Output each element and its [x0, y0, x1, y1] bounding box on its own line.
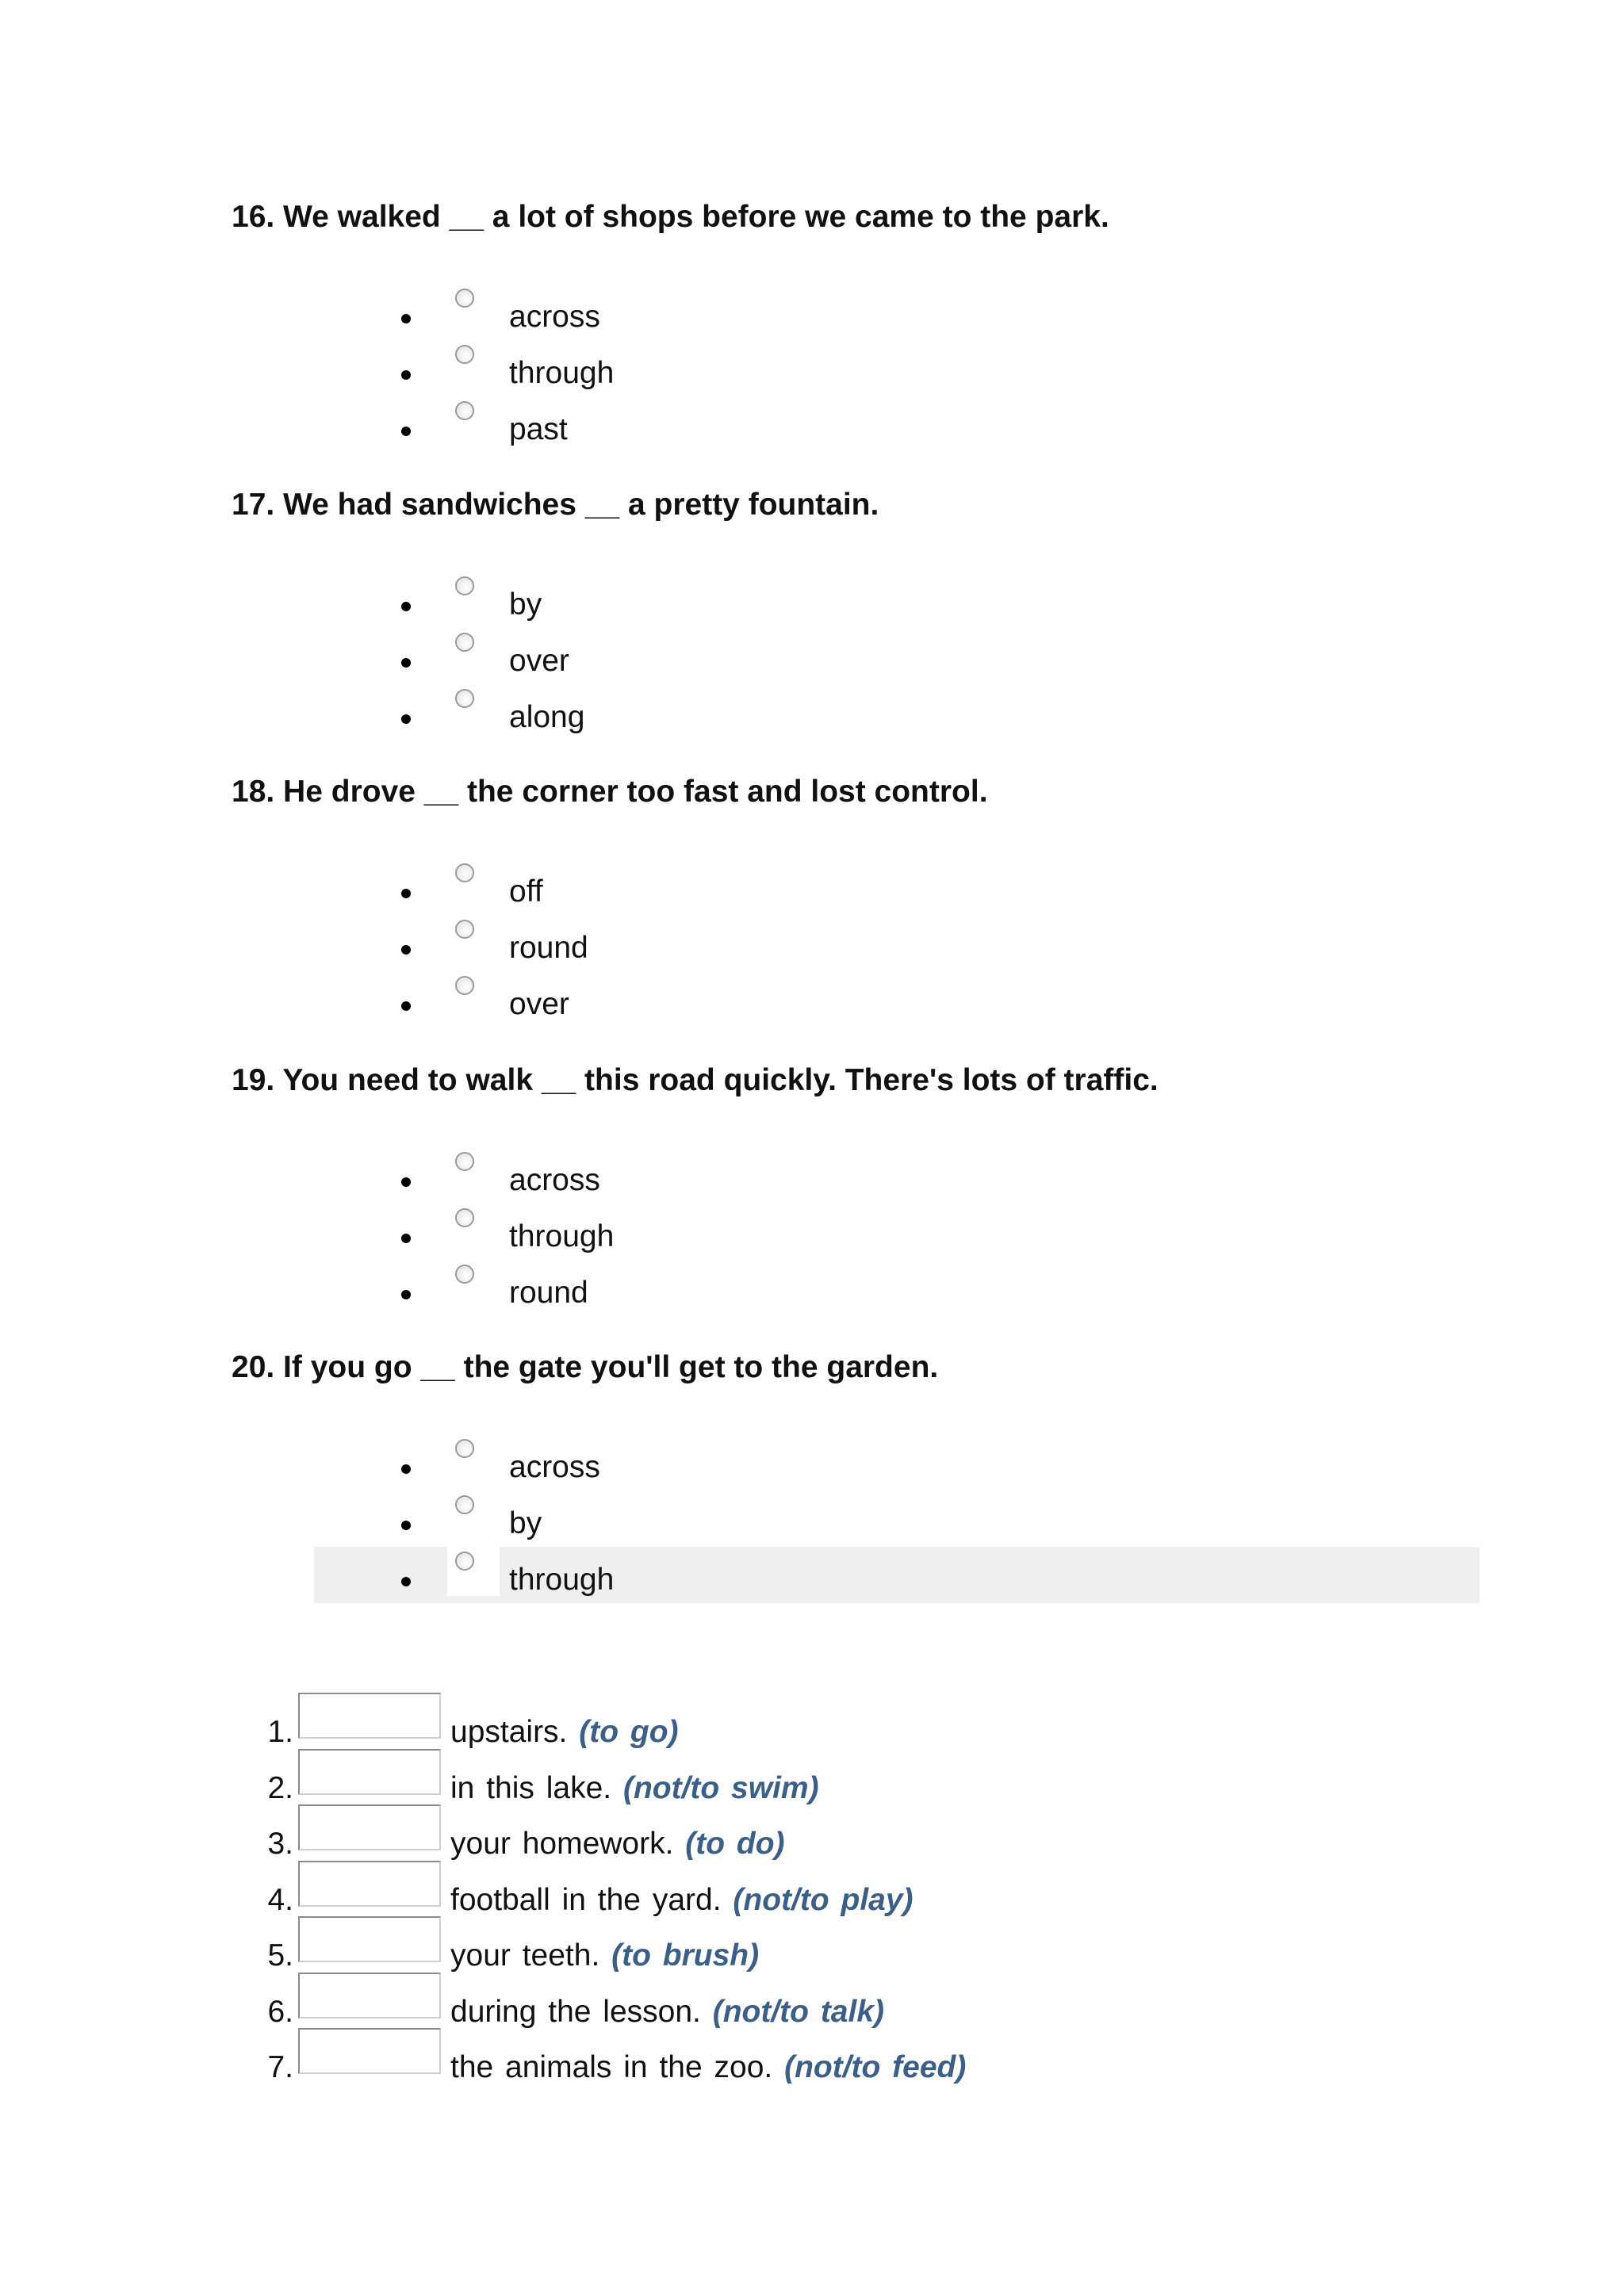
radio-cell: [447, 1547, 500, 1596]
question-text: 18. He drove __ the corner too fast and lost control.: [232, 775, 988, 809]
option-label: by: [509, 587, 542, 622]
bullet-icon: [401, 427, 411, 436]
radio-button[interactable]: [455, 576, 474, 595]
bullet-icon: [401, 1234, 411, 1243]
sentence-rest: during the lesson.: [450, 1994, 701, 2029]
sentence-text: [450, 1825, 785, 1863]
radio-button[interactable]: [455, 633, 474, 652]
radio-button[interactable]: [455, 863, 474, 882]
fill-in-item: [238, 2028, 1348, 2084]
verb-hint: (to brush): [611, 1938, 760, 1973]
answer-input[interactable]: [298, 2028, 441, 2074]
bullet-icon: [401, 602, 411, 611]
question-text: 19. You need to walk __ this road quickly. There's lots of traffic.: [232, 1063, 1159, 1097]
option-label: along: [509, 700, 585, 734]
option-list: [232, 859, 1500, 1027]
radio-button[interactable]: [455, 1439, 474, 1458]
question-17: [232, 486, 1500, 734]
answer-input[interactable]: [298, 1861, 441, 1907]
option-label: through: [509, 1563, 615, 1597]
bullet-icon: [401, 370, 411, 380]
option-item[interactable]: [314, 1203, 1480, 1260]
option-label: across: [509, 1163, 600, 1197]
option-item[interactable]: [314, 971, 1480, 1027]
item-number: 7.: [267, 2050, 293, 2084]
option-label: past: [509, 412, 568, 446]
option-item[interactable]: [314, 1147, 1480, 1203]
radio-button[interactable]: [455, 920, 474, 939]
option-item[interactable]: [314, 1260, 1480, 1316]
option-label: over: [509, 987, 569, 1021]
item-number: 6.: [267, 1994, 293, 2029]
verb-hint: (not/to feed): [784, 2050, 967, 2084]
option-item-hovered[interactable]: [314, 1547, 1480, 1603]
radio-button[interactable]: [455, 1495, 474, 1514]
sentence-rest: the animals in the zoo.: [450, 2050, 773, 2084]
option-item[interactable]: [314, 628, 1480, 684]
item-number: 5.: [267, 1938, 293, 1973]
item-number: 2.: [267, 1770, 293, 1805]
question-text: 17. We had sandwiches __ a pretty fountain.: [232, 488, 879, 522]
fill-in-item: [238, 1916, 1348, 1973]
verb-hint: (to do): [685, 1827, 785, 1861]
option-item[interactable]: [314, 1490, 1480, 1547]
verb-hint: (not/to play): [733, 1882, 914, 1917]
answer-input[interactable]: [298, 1749, 441, 1795]
sentence-rest: football in the yard.: [450, 1882, 722, 1917]
sentence-rest: upstairs.: [450, 1715, 568, 1749]
radio-button[interactable]: [455, 345, 474, 364]
bullet-icon: [401, 658, 411, 668]
answer-input[interactable]: [298, 1693, 441, 1739]
option-item[interactable]: [314, 340, 1480, 396]
question-19: [232, 1062, 1500, 1310]
answer-input[interactable]: [298, 1916, 441, 1962]
verb-hint: (not/to swim): [622, 1770, 819, 1805]
fill-in-item: [238, 1749, 1348, 1805]
bullet-icon: [401, 1290, 411, 1299]
answer-input[interactable]: [298, 1804, 441, 1850]
bullet-icon: [401, 1464, 411, 1474]
fill-in-item: [238, 1861, 1348, 1917]
bullet-icon: [401, 314, 411, 323]
option-label: off: [509, 874, 543, 909]
option-item[interactable]: [314, 859, 1480, 915]
option-label: across: [509, 1450, 600, 1484]
sentence-text: [450, 1713, 679, 1751]
bullet-icon: [401, 1001, 411, 1011]
fill-in-item: [238, 1804, 1348, 1861]
fill-in-list: [238, 1693, 1348, 2084]
sentence-rest: your homework.: [450, 1827, 674, 1861]
option-list: [232, 1434, 1500, 1603]
fill-in-item: [238, 1693, 1348, 1749]
bullet-icon: [401, 1521, 411, 1530]
radio-button[interactable]: [455, 401, 474, 420]
radio-button[interactable]: [455, 689, 474, 708]
radio-button[interactable]: [455, 976, 474, 995]
question-18: [232, 773, 1500, 1021]
question-text: 16. We walked __ a lot of shops before we came to the park.: [232, 200, 1109, 234]
item-number: 3.: [267, 1827, 293, 1861]
option-item[interactable]: [314, 915, 1480, 971]
item-number: 1.: [267, 1715, 293, 1749]
sentence-text: [450, 1993, 884, 2031]
answer-input[interactable]: [298, 1973, 441, 2019]
option-label: by: [509, 1506, 542, 1540]
option-item[interactable]: [314, 684, 1480, 740]
option-item[interactable]: [314, 396, 1480, 453]
radio-button[interactable]: [455, 1152, 474, 1171]
bullet-icon: [401, 1177, 411, 1187]
bullet-icon: [401, 889, 411, 898]
option-label: over: [509, 644, 569, 678]
sentence-text: [450, 1937, 759, 1975]
option-label: across: [509, 300, 600, 334]
question-20: [232, 1349, 1500, 1597]
fill-in-item: [238, 1973, 1348, 2029]
option-list: [232, 284, 1500, 453]
option-item[interactable]: [314, 284, 1480, 340]
radio-button[interactable]: [455, 1208, 474, 1227]
option-label: round: [509, 931, 588, 965]
option-item[interactable]: [314, 572, 1480, 628]
radio-button[interactable]: [455, 1552, 474, 1571]
sentence-rest: your teeth.: [450, 1938, 600, 1973]
sentence-rest: in this lake.: [450, 1770, 612, 1805]
radio-button[interactable]: [455, 289, 474, 308]
option-list: [232, 572, 1500, 740]
sentence-text: [450, 2049, 966, 2087]
option-list: [232, 1147, 1500, 1316]
verb-hint: (not/to talk): [712, 1994, 885, 2029]
verb-hint: (to go): [579, 1715, 679, 1749]
bullet-icon: [401, 945, 411, 955]
option-label: through: [509, 1219, 615, 1253]
bullet-icon: [401, 1577, 411, 1586]
bullet-icon: [401, 714, 411, 724]
question-16: [232, 198, 1500, 446]
radio-button[interactable]: [455, 1265, 474, 1284]
option-label: through: [509, 356, 615, 390]
question-text: 20. If you go __ the gate you'll get to the garden.: [232, 1350, 939, 1384]
item-number: 4.: [267, 1882, 293, 1917]
option-label: round: [509, 1276, 588, 1310]
sentence-text: [450, 1770, 819, 1808]
option-item[interactable]: [314, 1434, 1480, 1490]
sentence-text: [450, 1881, 914, 1919]
